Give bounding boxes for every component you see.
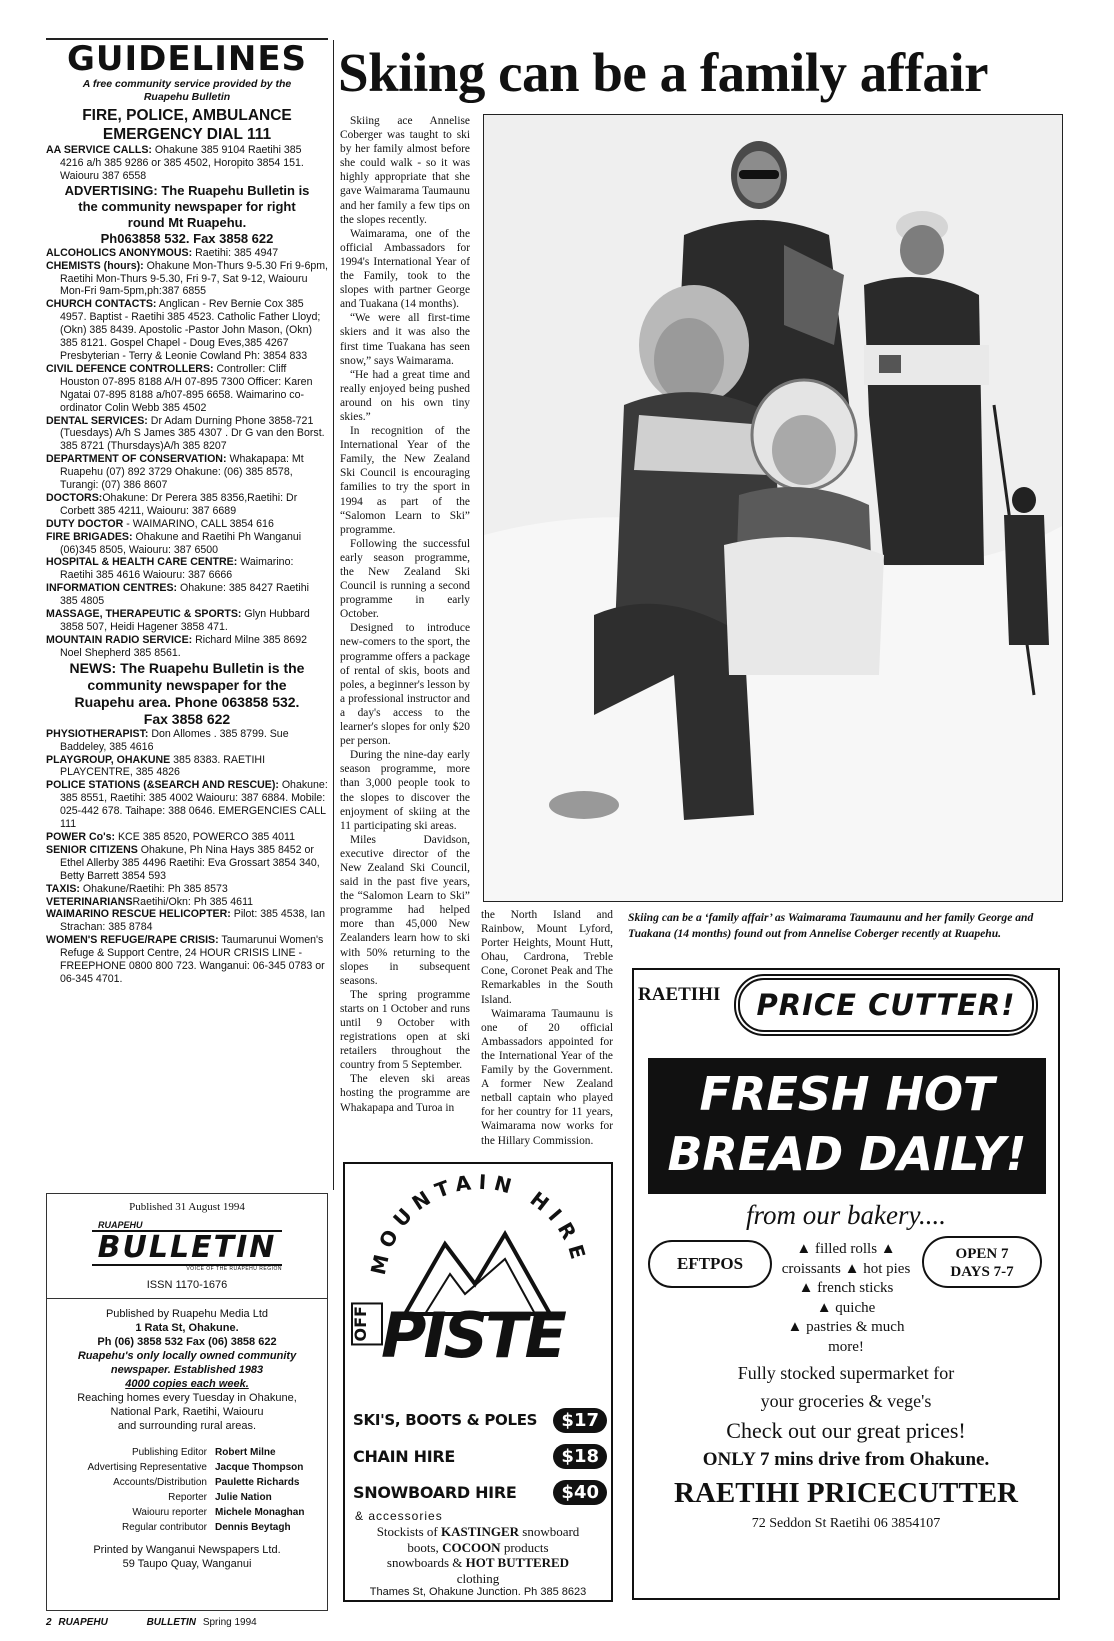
advertising-line-3: round Mt Ruapehu. bbox=[127, 214, 247, 230]
page-footer bbox=[46, 1617, 346, 1628]
entry-text: Ohakune/Raetihi: Ph 385 8573 bbox=[79, 882, 228, 895]
staff-role: Reporter bbox=[168, 1492, 207, 1503]
entry-text: Dr Adam Durning Phone 3858-721 (Tuesdays) A/h S James 385 4307 . Dr G van den Borst. 385 8721 (Thursdays)A/h 385 8207 bbox=[60, 414, 325, 453]
drive-line: ONLY 7 mins drive from Ohakune. bbox=[702, 1449, 990, 1470]
ad-town: RAETIHI bbox=[638, 984, 721, 1005]
news-line-3: Ruapehu area. Phone 063858 532. bbox=[74, 693, 300, 710]
page-number: 2 bbox=[46, 1617, 52, 1628]
svg-text:MOUNTAIN HIRE bbox=[366, 1170, 592, 1277]
entry-text: Ohakune 385 9104 Raetihi 385 4216 a/h 385 9286 or 385 4502, Horopito 3854 151. Waiouru 387 6558 bbox=[60, 144, 304, 182]
guideline-entry bbox=[46, 415, 328, 454]
entry-label: POWER Co's: bbox=[46, 830, 116, 843]
photo-illustration bbox=[484, 115, 1063, 902]
accessories: & accessories bbox=[355, 1509, 443, 1523]
staff-row bbox=[47, 1460, 327, 1475]
article-paragraph: The eleven ski areas hosting the programme are Whakapapa and Turoa in bbox=[340, 1073, 470, 1114]
news-line-4: Fax 3858 622 bbox=[143, 710, 231, 727]
price-item-label: SNOWBOARD HIRE bbox=[353, 1482, 517, 1502]
fresh-bread-block bbox=[648, 1058, 1046, 1194]
advertising-line-2: the community newspaper for right bbox=[78, 198, 296, 214]
entry-text: Taumarunui Women's Refuge & Support Centre, 24 HOUR CRISIS LINE - FREEPHONE 0800 800 723. Wanganui: 06-345 0783 or 06-345 4701. bbox=[60, 934, 325, 985]
article-paragraph: “He had a great time and really enjoyed being pushed around on his own tiny skies.” bbox=[340, 368, 470, 423]
price-row bbox=[353, 1438, 607, 1474]
entry-text: Pilot: 385 4538, Ian Strachan: 385 8784 bbox=[60, 908, 326, 934]
entry-label: DENTAL SERVICES: bbox=[46, 414, 148, 427]
issn: ISSN 1170-1676 bbox=[146, 1279, 228, 1291]
guideline-entry bbox=[46, 608, 328, 634]
guideline-entry bbox=[46, 582, 328, 608]
guideline-entry bbox=[46, 728, 328, 754]
staff-row bbox=[47, 1505, 327, 1520]
entry-text: Richard Milne 385 8692 Noel Shepherd 385 8561. bbox=[60, 633, 308, 659]
staff-row bbox=[47, 1520, 327, 1535]
staff-role: Accounts/Distribution bbox=[113, 1477, 207, 1488]
news-line-2: community newspaper for the bbox=[87, 676, 287, 693]
open-badge: OPEN 7 DAYS 7-7 bbox=[922, 1236, 1042, 1288]
entry-text: Ohakune, Ph Nina Hays 385 8452 or Ethel Allerby 385 4496 Raetihi: Eva Grossart 3854 340, Betty Barrett 3854 593 bbox=[60, 843, 320, 882]
fresh-line-1: FRESH HOT bbox=[699, 1067, 995, 1121]
photo-caption: Skiing can be a ‘family affair’ as Waimarama Taumaunu and her family George and Tuakana (14 months) found out from Annelise Coberger recently at Ruapehu. bbox=[628, 911, 1034, 940]
guideline-entry bbox=[46, 247, 328, 260]
entry-label: CIVIL DEFENCE CONTROLLERS: bbox=[46, 362, 214, 375]
price-badge: $17 bbox=[553, 1408, 607, 1433]
masthead-phone: Ph (06) 3858 532 Fax (06) 3858 622 bbox=[97, 1336, 277, 1348]
staff-role: Advertising Representative bbox=[87, 1462, 207, 1473]
mountain-hire-arc: MOUNTAIN HIRE bbox=[365, 1169, 593, 1278]
news-line-1: NEWS: The Ruapehu Bulletin is the bbox=[69, 659, 305, 676]
entry-label: WAIMARINO RESCUE HELICOPTER: bbox=[46, 908, 231, 921]
published-date: Published 31 August 1994 bbox=[129, 1201, 245, 1213]
guideline-entry bbox=[46, 779, 328, 831]
emergency-line-2: EMERGENCY DIAL 111 bbox=[102, 126, 272, 143]
reach-line-3: and surrounding rural areas. bbox=[117, 1420, 257, 1432]
guidelines-title: GUIDELINES bbox=[66, 40, 308, 79]
store-name: RAETIHI PRICECUTTER bbox=[673, 1477, 1019, 1509]
emergency-line-1: FIRE, POLICE, AMBULANCE bbox=[82, 107, 292, 124]
store-address: 72 Seddon St Raetihi 06 3854107 bbox=[751, 1516, 941, 1531]
article-paragraph: The spring programme starts on 1 October and runs until 9 October with registrations open at ski retailers throughout the country from 5 September. bbox=[340, 988, 470, 1072]
price-item-label: SKI'S, BOOTS & POLES bbox=[353, 1411, 538, 1429]
article-column-2 bbox=[481, 908, 613, 1156]
from-bakery: from our bakery.... bbox=[746, 1200, 946, 1230]
guideline-entry bbox=[46, 260, 328, 299]
article-paragraph: During the nine-day early season programme, more than 3,000 people took to the slopes to discover the enjoyment of skiing at the 11 participating ski areas. bbox=[340, 749, 470, 832]
guidelines-subtitle: A free community service provided by the Ruapehu Bulletin bbox=[82, 78, 292, 103]
stockists: Stockists of KASTINGER snowboard boots, COCOON products snowboards & HOT BUTTERED clothing bbox=[376, 1524, 580, 1586]
guideline-entry bbox=[46, 908, 328, 934]
printed-line-1: Printed by Wanganui Newspapers Ltd. bbox=[93, 1544, 281, 1556]
guideline-entry bbox=[46, 831, 328, 844]
guideline-entry bbox=[46, 298, 328, 363]
publisher-line-2: 1 Rata St, Ohakune. bbox=[135, 1322, 239, 1334]
entry-label: TAXIS: bbox=[46, 882, 80, 895]
staff-name: Paulette Richards bbox=[215, 1477, 300, 1488]
owned-line-1: Ruapehu's only locally owned community bbox=[77, 1350, 297, 1362]
price-row bbox=[353, 1474, 607, 1510]
piste-price-list bbox=[353, 1402, 607, 1510]
staff-role: Regular contributor bbox=[121, 1522, 207, 1533]
great-prices: Check out our great prices! bbox=[726, 1418, 966, 1443]
guideline-entry bbox=[46, 934, 328, 986]
footer-name: BULLETIN bbox=[146, 1617, 197, 1628]
entry-text: 385 8383. RAETIHI PLAYCENTRE, 385 4826 bbox=[60, 753, 266, 779]
article-paragraph: Miles Davidson, executive director of the New Zealand Ski Council, said in the past five years, the “Salomon Learn to Ski” programme had helped more than 45,000 New Zealanders learn how to ski with 50% returning to the slopes in subsequent seasons. bbox=[340, 833, 470, 987]
entry-label: VETERINARIANS bbox=[46, 895, 133, 908]
entry-text: - WAIMARINO, CALL 3854 616 bbox=[123, 517, 274, 530]
entry-label: PHYSIOTHERAPIST: bbox=[46, 727, 149, 740]
staff-row bbox=[47, 1490, 327, 1505]
price-badge: $18 bbox=[553, 1444, 607, 1469]
staff-name: Michele Monaghan bbox=[215, 1507, 305, 1518]
guideline-entry bbox=[46, 144, 328, 183]
entry-text: Controller: Cliff Houston 07-895 8188 A/H 07-895 7300 Officer: Karen Ngatai 07-895 8188 a/h07-895 6658. Waimarino co-ordinator Colin Webb 385 4502 bbox=[60, 362, 313, 414]
article-paragraph: Waimarama Taumaunu is one of 20 official Ambassadors appointed for the International Year of the Family by the Government. A former New Zealand netball captain who played for her country for 11 years, Waimarama now works for the Hillary Commission. bbox=[481, 1007, 613, 1147]
piste-brand: PISTE bbox=[381, 1299, 564, 1372]
entry-label: HOSPITAL & HEALTH CARE CENTRE: bbox=[46, 556, 238, 569]
logo-tagline: VOICE OF THE RUAPEHU REGION bbox=[186, 1266, 282, 1272]
guidelines-column bbox=[46, 40, 328, 1190]
fresh-line-2: BREAD DAILY! bbox=[667, 1127, 1027, 1181]
eftpos-badge: EFTPOS bbox=[648, 1240, 772, 1288]
entry-text: Glyn Hubbard 3858 507, Heidi Hagener 3858 471. bbox=[60, 608, 310, 633]
logo-kicker: RUAPEHU bbox=[98, 1220, 143, 1230]
entry-label: ALCOHOLICS ANONYMOUS: bbox=[46, 246, 193, 259]
reach-line-1: Reaching homes every Tuesday in Ohakune, bbox=[77, 1392, 297, 1404]
entry-text: Ohakune: 385 8551, Raetihi: 385 4002 Waiouru: 387 6884. Mobile: 025-442 678. Taihape: 388 0646. EMERGENCIES CALL 111 bbox=[60, 779, 328, 831]
entry-label: DEPARTMENT OF CONSERVATION: bbox=[46, 453, 227, 466]
stocked-line-1: Fully stocked supermarket for bbox=[737, 1363, 955, 1383]
price-row bbox=[353, 1402, 607, 1438]
guideline-entry bbox=[46, 634, 328, 660]
column-divider bbox=[333, 40, 334, 1190]
printed-line-2: 59 Taupo Quay, Wanganui bbox=[122, 1558, 252, 1570]
entry-label: DUTY DOCTOR bbox=[46, 517, 124, 530]
article-paragraph: Designed to introduce new-comers to the sport, the programme offers a package of rental of skis, boots and poles, a beginner's lesson by a professional instructor and a day's access to the learner's slopes for only $20 per person. bbox=[340, 622, 470, 748]
entry-label: FIRE BRIGADES: bbox=[46, 530, 133, 543]
entry-text: Ohakune: 385 8427 Raetihi 385 4805 bbox=[60, 582, 309, 608]
price-cutter-ad bbox=[632, 968, 1060, 1600]
entry-label: AA SERVICE CALLS: bbox=[46, 144, 152, 156]
masthead-box bbox=[46, 1193, 328, 1611]
article-headline: Skiing can be a family affair bbox=[338, 42, 989, 103]
bulletin-logo bbox=[92, 1220, 282, 1272]
article-column-1 bbox=[340, 114, 470, 1154]
guideline-entries-a bbox=[46, 247, 328, 660]
entry-text: Don Allomes . 385 8799. Sue Baddeley, 385 4616 bbox=[60, 727, 289, 753]
entry-text: Raetihi/Okn: Ph 385 4611 bbox=[132, 895, 254, 908]
entry-text: Raetihi: 385 4947 bbox=[192, 246, 279, 259]
entry-label: DOCTORS: bbox=[46, 491, 103, 504]
piste-address: Thames St, Ohakune Junction. Ph 385 8623 bbox=[369, 1586, 587, 1598]
staff-name: Dennis Beytagh bbox=[215, 1522, 291, 1533]
publisher-line-1: Published by Ruapehu Media Ltd bbox=[105, 1308, 269, 1320]
entry-label: INFORMATION CENTRES: bbox=[46, 582, 178, 595]
article-paragraph: In recognition of the International Year of the Family, the New Zealand Ski Council is encouraging families to try the sport in 1994 as part of the “Salomon Learn to Ski” programme. bbox=[340, 425, 470, 536]
guideline-entry bbox=[46, 556, 328, 582]
entry-text: Waimarino: Raetihi 385 4616 Waiouru: 387 6666 bbox=[60, 556, 294, 582]
owned-line-2: newspaper. Established 1983 bbox=[110, 1364, 264, 1376]
price-badge: $40 bbox=[553, 1480, 607, 1505]
price-item-label: CHAIN HIRE bbox=[353, 1446, 456, 1466]
article-paragraph: Following the successful early season programme, the New Zealand Ski Council is running a second programme in early October. bbox=[340, 537, 470, 621]
entry-label: MASSAGE, THERAPEUTIC & SPORTS: bbox=[46, 608, 242, 621]
entry-label: MOUNTAIN RADIO SERVICE: bbox=[46, 633, 193, 646]
guideline-entry bbox=[46, 363, 328, 415]
reach-line-2: National Park, Raetihi, Waiouru bbox=[110, 1406, 264, 1418]
off-label: OFF bbox=[351, 1302, 383, 1345]
staff-name: Robert Milne bbox=[215, 1447, 276, 1458]
guideline-entry bbox=[46, 492, 328, 518]
staff-name: Julie Nation bbox=[215, 1492, 272, 1503]
staff-role: Waiouru reporter bbox=[132, 1507, 207, 1518]
staff-row bbox=[47, 1475, 327, 1490]
guideline-entry bbox=[46, 531, 328, 557]
footer-issue: Spring 1994 bbox=[202, 1617, 257, 1628]
staff-role: Publishing Editor bbox=[131, 1447, 207, 1458]
entry-text: Ohakune: Dr Perera 385 8356,Raetihi: Dr Corbett 385 4211, Waiouru: 387 6689 bbox=[60, 491, 298, 517]
article-paragraph: Waimarama, one of the official Ambassadors for 1994's International Year of the Family, took to the slopes with partner George and Tuakana (14 months). bbox=[340, 227, 470, 311]
guideline-entry bbox=[46, 896, 328, 909]
guideline-entry bbox=[46, 518, 328, 531]
entry-label: WOMEN'S REFUGE/RAPE CRISIS: bbox=[46, 934, 219, 947]
article-paragraph: “We were all first-time skiers and it was also the first time Tuakana has seen snow,” says Waimarama. bbox=[340, 312, 470, 367]
stocked-line-2: your groceries & vege's bbox=[760, 1391, 932, 1411]
entry-label: CHEMISTS (hours): bbox=[46, 259, 144, 272]
entry-text: Anglican - Rev Bernie Cox 385 4957. Baptist - Raetihi 385 4523. Catholic Father Lloyd; (Okn) 385 8439. Apostolic -Pastor John Mason, (Okn) 385 8121. Gospel Chapel - Doug Eves,385 4267 Presbyterian - Terry & Leonie Cowland Ph: 3854 833 bbox=[60, 298, 321, 362]
entry-label: SENIOR CITIZENS bbox=[46, 843, 138, 856]
copies: 4000 copies each week. bbox=[125, 1378, 249, 1390]
advertising-line-1: ADVERTISING: The Ruapehu Bulletin is bbox=[64, 182, 310, 198]
article-paragraph: the North Island and Rainbow, Mount Lyford, Porter Heights, Mount Hutt, Ohau, Cardrona, Treble Cone, Coronet Peak and The Remarkables in the South Island. bbox=[481, 909, 613, 1006]
entry-text: KCE 385 8520, POWERCO 385 4011 bbox=[115, 830, 296, 843]
guideline-entry bbox=[46, 453, 328, 492]
off-piste-ad bbox=[343, 1162, 613, 1602]
entry-text: Ohakune Mon-Thurs 9-5.30 Fri 9-6pm, Raetihi Mon-Thurs 9-5.30, Fri 9-7, Sat 9-12, Waiouru Mon-Fri 9am-5pm,ph:387 6855 bbox=[60, 259, 328, 298]
entry-label: POLICE STATIONS (&SEARCH AND RESCUE): bbox=[46, 779, 279, 792]
entry-text: Whakapapa: Mt Ruapehu (07) 892 3729 Ohakune: (06) 385 8578, Turangi: (07) 386 8607 bbox=[60, 453, 304, 492]
staff-row bbox=[47, 1445, 327, 1460]
article-paragraph: Skiing ace Annelise Coberger was taught to ski by her family almost before she could walk - so it was highly appropriate that she gave Waimarama Taumaunu and her family a few tips on the slopes recently. bbox=[340, 115, 470, 226]
logo-wordmark: BULLETIN bbox=[92, 1230, 282, 1266]
price-cutter-banner: PRICE CUTTER! bbox=[738, 978, 1034, 1032]
staff-list bbox=[47, 1445, 327, 1535]
footer-paper: RUAPEHU bbox=[58, 1617, 108, 1628]
family-ski-photo bbox=[483, 114, 1063, 902]
guideline-entries-b bbox=[46, 728, 328, 986]
guideline-entry bbox=[46, 754, 328, 780]
entry-text: Ohakune and Raetihi Ph Wanganui (06)345 8505, Waiouru: 387 6500 bbox=[60, 530, 302, 556]
entry-label: CHURCH CONTACTS: bbox=[46, 298, 157, 311]
staff-name: Jacque Thompson bbox=[215, 1462, 304, 1473]
entry-label: PLAYGROUP, OHAKUNE bbox=[46, 753, 171, 766]
bakery-items: ▲ filled rolls ▲ croissants ▲ hot pies ▲ french sticks ▲ quiche ▲ pastries & much more! bbox=[781, 1241, 911, 1355]
advertising-line-4: Ph063858 532. Fax 3858 622 bbox=[100, 230, 274, 246]
guideline-entry bbox=[46, 883, 328, 896]
guideline-entry bbox=[46, 844, 328, 883]
